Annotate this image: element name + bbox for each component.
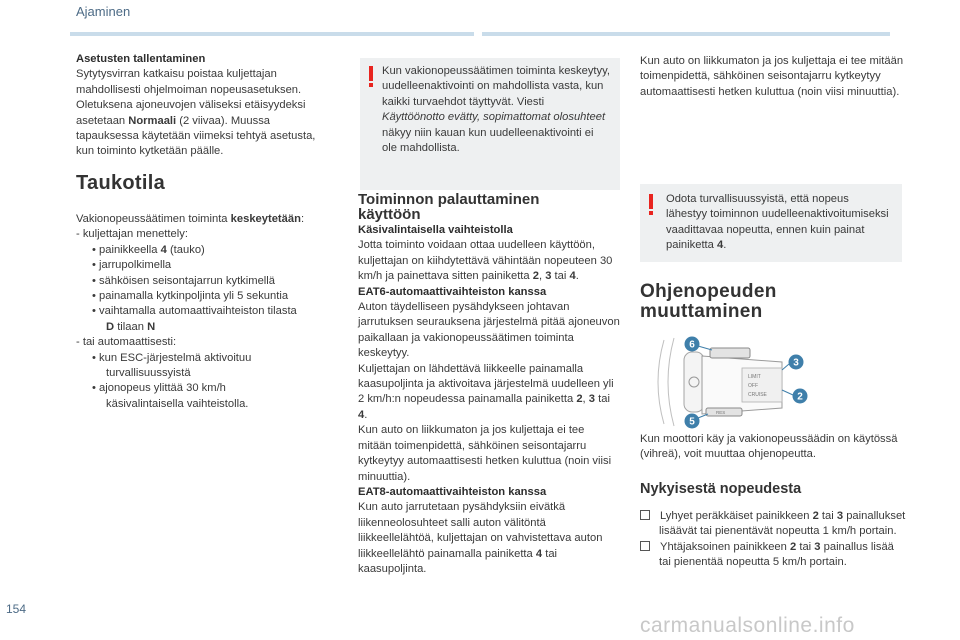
column-middle [358, 223, 620, 577]
callout-label: 2 [797, 391, 803, 403]
list-item: • jarrupolkimella [92, 259, 172, 272]
saving-title: Asetusten tallentaminen [76, 53, 206, 65]
list-item: • painikkeella 4 (tauko) [92, 243, 205, 256]
header-rule-right [482, 32, 890, 36]
taukotila-heading: Taukotila [76, 172, 166, 194]
list-item: - tai automaattisesti: [76, 336, 177, 349]
list-item: D tilaan N [106, 320, 156, 333]
engine-text: Kun moottori käy ja vakionopeussäädin on käytössä (vihreä), voit muuttaa ohjenopeutta. [640, 433, 898, 461]
section-title: Ajaminen [76, 4, 131, 19]
manual-text: Jotta toiminto voidaan ottaa uudelleen käyttöön, kuljettajan on kiihdytettävä vähintään nopeuteen 30 km/h ja painettava sitten painiketta 2, 3 tai 4. [358, 239, 613, 283]
current-speed-heading: Nykyisestä nopeudesta [640, 481, 802, 497]
warning-icon [368, 66, 374, 88]
figure-text: CRUISE [748, 392, 767, 398]
eat8-text: Kun auto jarrutetaan pysähdyksiin eivätkä liikenneolosuhteet salli auton välitöntä liikkeellelähtöä, kuljettajan on vahvistettava auton liikkeellelähtö painamalla painiketta 4 tai kaasupoljinta. [358, 501, 603, 575]
checkbox-icon [640, 541, 650, 551]
eat8-title: EAT8-automaattivaihteiston kanssa [358, 485, 547, 498]
stationary-text: Kun auto on liikkumaton ja jos kuljettaja ei tee mitään toimenpidettä, sähköinen seisontajarru kytkeytyy automaattisesti hetken kuluttua (noin viisi minuuttia). [640, 55, 904, 98]
taukotila-body [76, 212, 344, 412]
eat6-text-1: Auton täydelliseen pysähdykseen johtavan jarrutuksen seurauksena järjestelmä pitää ajoneuvon paikallaan ja vakionopeussäätimen toiminta keskeytyy. [358, 301, 620, 360]
list-item: käsivalintaisella vaihteistolla. [106, 397, 249, 410]
figure-text: OFF [748, 383, 758, 389]
figure-text: LIMIT [748, 374, 761, 380]
list-item: • kun ESC-järjestelmä aktivoituu [92, 351, 252, 364]
list-item: turvallisuussyistä [106, 367, 191, 380]
checkbox-icon [640, 510, 650, 520]
saving-text: Sytytysvirran katkaisu poistaa kuljettajan mahdollisesti ohjelmoiman nopeusasetuksen. Oletuksena ajoneuvojen väliseksi etäisyydeksi asetetaan Normaali (2 viivaa). Muussa tapauksessa käytetään viimeksi tehtyä asetusta, kun toiminto kytketään päälle. [76, 68, 316, 158]
list-item: • ajonopeus ylittää 30 km/h [92, 382, 226, 395]
header-rule-left [70, 32, 474, 36]
warning-box-pause [360, 58, 620, 190]
warning-box-speed [640, 184, 902, 262]
list-item: Yhtäjaksoinen painikkeen 2 tai 3 painallus lisää tai pienentää nopeutta 5 km/h portain. [640, 540, 906, 571]
column-right-body [640, 432, 904, 463]
eat6-text-3: Kun auto on liikkumaton ja jos kuljettaja ei tee mitään toimenpidettä, sähköinen seisontajarru kytkeytyy automaattisesti hetken kuluttua (noin viisi minuuttia). [358, 424, 612, 483]
list-item: Lyhyet peräkkäiset painikkeen 2 tai 3 painallukset lisäävät tai pienentävät nopeutta 1 km/h portain. [640, 509, 906, 540]
restore-heading: Toiminnon palauttaminen käyttöön [358, 191, 540, 223]
callout-label: 3 [793, 357, 799, 369]
cruise-control-stalk-figure [640, 332, 830, 432]
eat6-title: EAT6-automaattivaihteiston kanssa [358, 285, 547, 298]
callout-label: 5 [689, 416, 695, 428]
taukotila-intro: Vakionopeussäätimen toiminta keskeytetään: [76, 213, 305, 225]
list-item: • vaihtamalla automaattivaihteiston tilasta [92, 305, 297, 318]
manual-title: Käsivalintaisella vaihteistolla [358, 224, 513, 236]
speed-list [640, 509, 906, 571]
list-item: - kuljettajan menettely: [76, 228, 188, 241]
list-item: • painamalla kytkinpoljinta yli 5 sekuntia [92, 290, 289, 303]
column-left [76, 52, 334, 160]
watermark: carmanualsonline.info [640, 614, 855, 637]
warning-text: Kun vakionopeussäätimen toiminta keskeytyy, uudelleenaktivointi on mahdollista vasta, kun kaikki turvaehdot täyttyvät. Viesti Käyttöönotto evätty, sopimattomat olosuhteet näkyy niin kauan kun uudelleenaktivointi ei ole mahdollista. [382, 65, 611, 155]
list-item: • sähköisen seisontajarrun kytkimellä [92, 274, 275, 287]
column-right-intro [640, 54, 904, 100]
page-number: 154 [6, 602, 27, 616]
figure-text: RES [716, 410, 726, 415]
warning-icon [648, 194, 654, 216]
eat6-text-2: Kuljettajan on lähdettävä liikkeelle painamalla kaasupoljinta ja aktivoitava järjestelmä uudelleen yli 2 km/h:n nopeudessa painamalla painiketta 2, 3 tai 4. [358, 362, 614, 421]
change-heading: Ohjenopeuden muuttaminen [640, 281, 777, 322]
warning-text: Odota turvallisuussyistä, että nopeus lähestyy toiminnon uudelleenaktivoitumiseksi vaadittavaa nopeutta, ennen kuin painat painiketta 4. [666, 193, 889, 252]
callout-label: 6 [689, 339, 695, 351]
